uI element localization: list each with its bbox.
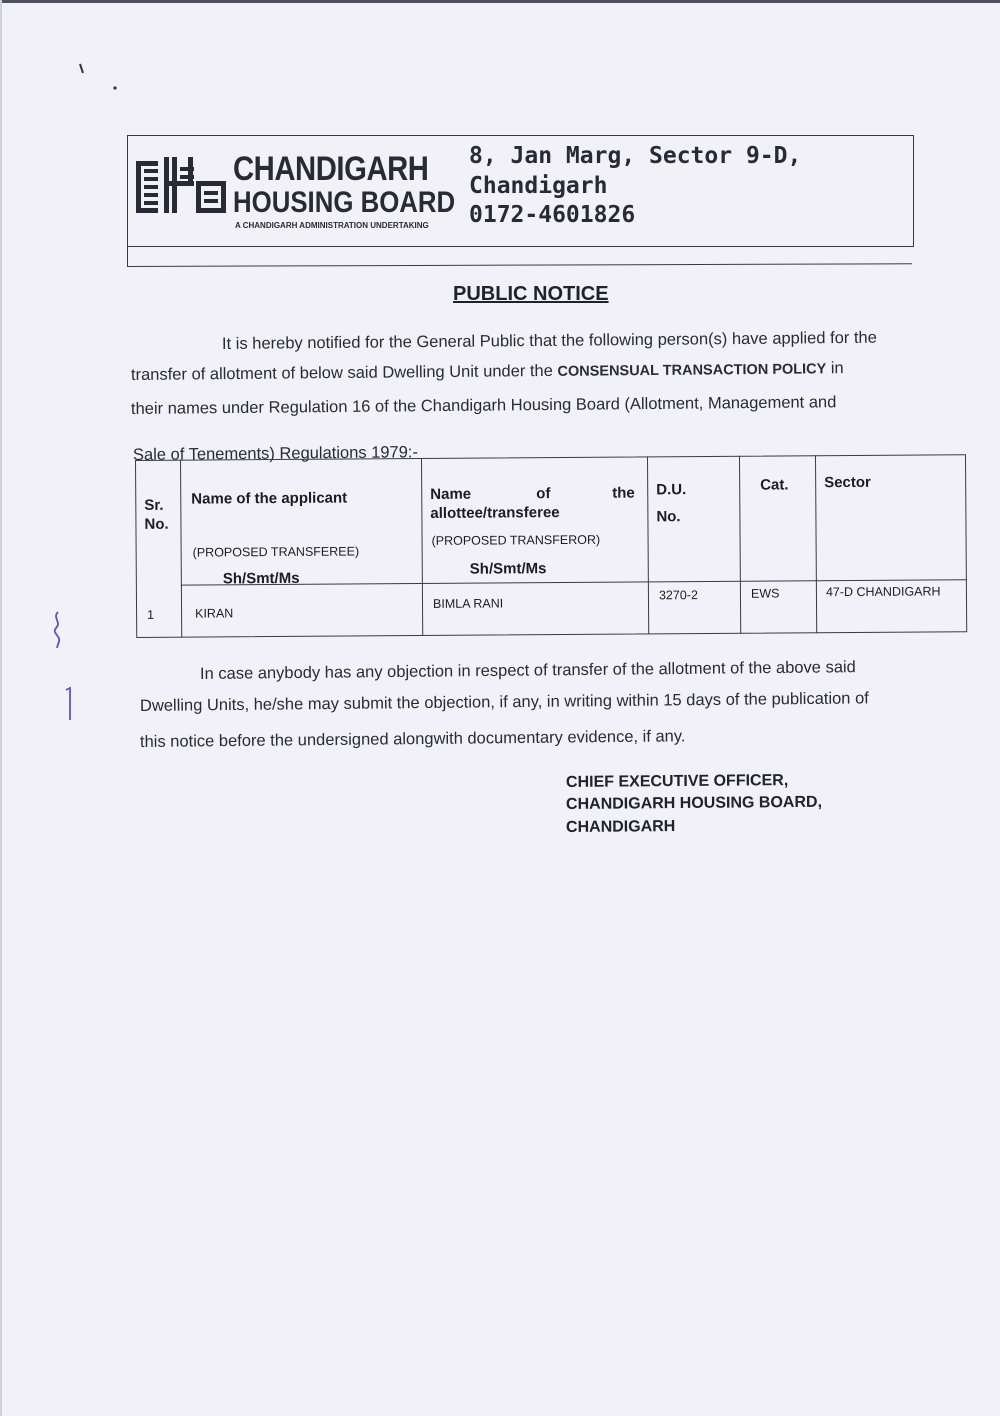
- ink-dot-icon: [112, 85, 118, 91]
- transfer-table: [135, 454, 967, 638]
- intro-line-2-a: transfer of allotment of below said Dwelling Unit under the: [130, 361, 558, 384]
- th-allottee-title: Sh/Smt/Ms: [469, 560, 547, 578]
- chb-logo-icon: [136, 157, 228, 221]
- th-allottee-1c: the: [612, 484, 635, 502]
- letterhead-divider: [127, 245, 128, 267]
- intro-line-3: their names under Regulation 16 of the Chandigarh Housing Board (Allotment, Management and: [130, 393, 837, 418]
- pen-scribble-icon: [48, 610, 68, 650]
- th-allottee-sub: (PROPOSED TRANSFEROR): [431, 532, 601, 548]
- org-name-line-1: CHANDIGARH: [233, 150, 429, 188]
- table-row-cat: EWS: [750, 586, 780, 601]
- signatory-line-2: CHANDIGARH HOUSING BOARD,: [565, 793, 823, 813]
- address-line-2: Chandigarh: [469, 173, 608, 199]
- page-left-edge: [0, 0, 2, 1416]
- th-applicant-sub: (PROPOSED TRANSFEREE): [192, 544, 360, 560]
- intro-line-2: [131, 360, 844, 383]
- table-row-applicant: KIRAN: [195, 606, 234, 621]
- table-row-allottee: BIMLA RANI: [432, 596, 504, 611]
- ink-dot-icon: [78, 62, 86, 76]
- th-du-1: D.U.: [656, 481, 687, 499]
- th-allottee-1b: of: [536, 485, 551, 503]
- org-tagline: A CHANDIGARH ADMINISTRATION UNDERTAKING: [235, 221, 429, 230]
- th-du-2: No.: [656, 508, 681, 526]
- policy-name: CONSENSUAL TRANSACTION POLICY: [557, 361, 827, 380]
- page-top-edge: [0, 0, 1000, 3]
- notice-title: PUBLIC NOTICE: [453, 283, 609, 305]
- objection-line-1: In case anybody has any objection in respect of transfer of the allotment of the above said: [199, 658, 856, 683]
- intro-line-4: Sale of Tenements) Regulations 1979:-: [132, 443, 419, 464]
- address-line-1: 8, Jan Marg, Sector 9-D,: [469, 143, 802, 169]
- th-applicant-title: Sh/Smt/Ms: [222, 569, 300, 588]
- th-sector: Sector: [824, 473, 871, 492]
- objection-line-3: this notice before the undersigned alongwith documentary evidence, if any.: [139, 727, 686, 751]
- signatory-line-3: CHANDIGARH: [565, 818, 676, 836]
- intro-line-2-b: in: [826, 359, 844, 378]
- th-allottee-1a: Name: [430, 485, 472, 503]
- th-sr-1: Sr.: [144, 496, 164, 514]
- th-sr-2: No.: [144, 515, 169, 533]
- intro-line-1: It is hereby notified for the General Public that the following person(s) have applied for the: [221, 328, 877, 353]
- phone-number: 0172-4601826: [469, 202, 636, 228]
- signatory-line-1: CHIEF EXECUTIVE OFFICER,: [565, 772, 789, 791]
- objection-line-2: Dwelling Units, he/she may submit the objection, if any, in writing within 15 days of the publication of: [139, 689, 869, 715]
- org-name-line-2: HOUSING BOARD: [233, 186, 456, 219]
- table-row-du-no: 3270-2: [658, 588, 698, 603]
- table-row-sector: 47-D CHANDIGARH: [825, 584, 941, 600]
- th-allottee-2: allottee/transferee: [430, 504, 560, 522]
- th-cat: Cat.: [760, 476, 789, 494]
- table-row-sr: 1: [147, 607, 155, 622]
- letterhead-bottom-rule: [127, 263, 912, 267]
- th-applicant: Name of the applicant: [191, 489, 348, 508]
- pen-tick-icon: [62, 686, 76, 722]
